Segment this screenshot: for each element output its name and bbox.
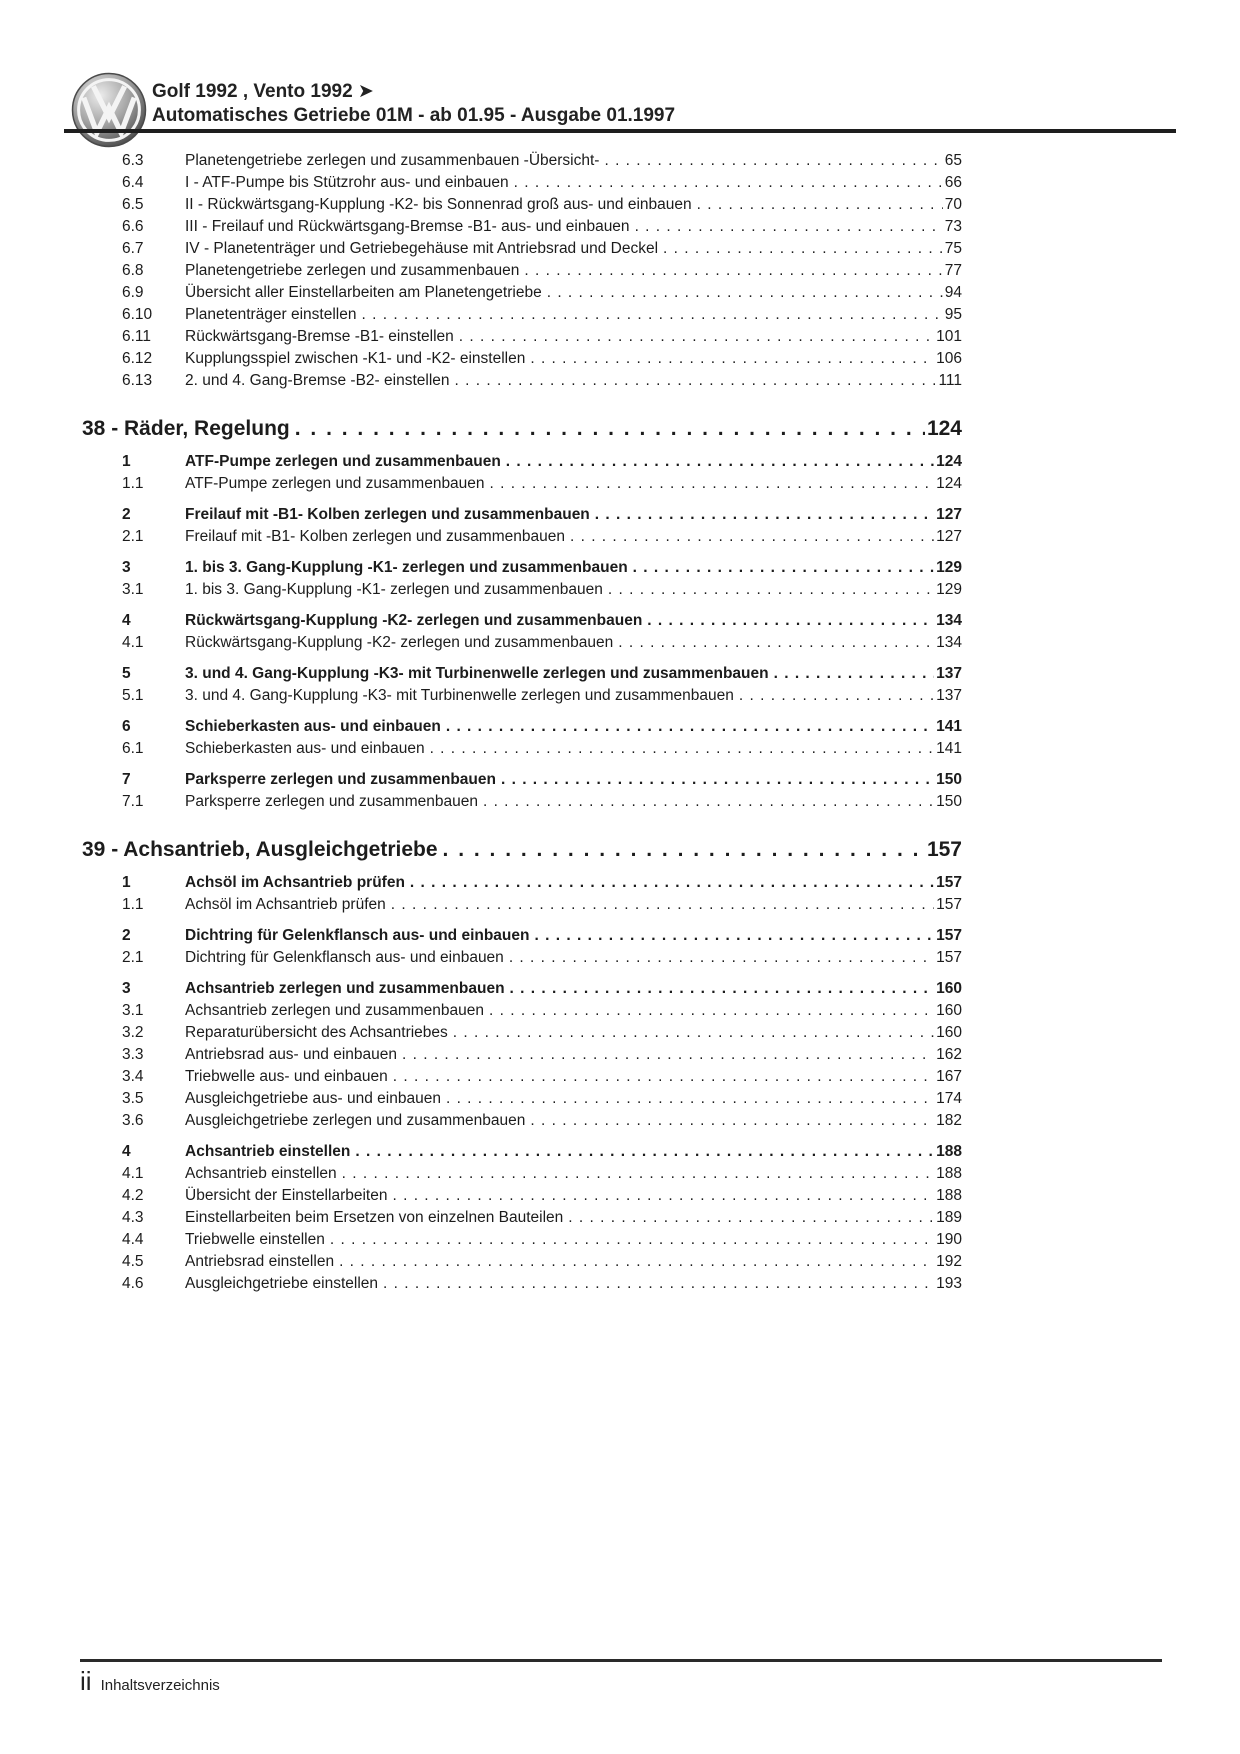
- entry-title: Planetenträger einstellen: [185, 306, 357, 323]
- dot-leader: [489, 1000, 934, 1022]
- entry-page-number: 70: [944, 196, 962, 213]
- dot-leader: [453, 1022, 934, 1044]
- footer: [80, 1666, 220, 1696]
- toc-entry[interactable]: [82, 1022, 962, 1044]
- dot-leader: [355, 1141, 934, 1163]
- entry-title: Reparaturübersicht des Achsantriebes: [185, 1024, 448, 1041]
- entry-page-number: 141: [936, 740, 962, 757]
- dot-leader: [530, 348, 934, 370]
- entry-number: 6.7: [122, 240, 144, 257]
- dot-leader: [446, 716, 934, 738]
- dot-leader: [339, 1251, 934, 1273]
- entry-number: 2.1: [122, 949, 144, 966]
- entry-number: 6.8: [122, 262, 144, 279]
- entry-number: 3: [122, 980, 131, 997]
- entry-page-number: 129: [936, 559, 962, 576]
- entry-number: 3.6: [122, 1112, 144, 1129]
- entry-title: Kupplungsspiel zwischen -K1- und -K2- einstellen: [185, 350, 526, 367]
- toc-entry[interactable]: [82, 1251, 962, 1273]
- toc-entry[interactable]: [82, 738, 962, 760]
- toc-entry[interactable]: [82, 216, 962, 238]
- dot-leader: [514, 172, 943, 194]
- entry-number: 5.1: [122, 687, 144, 704]
- entry-title: 1. bis 3. Gang-Kupplung -K1- zerlegen und zusammenbauen: [185, 581, 603, 598]
- dot-leader: [608, 579, 934, 601]
- dot-leader: [618, 632, 934, 654]
- dot-leader: [530, 1110, 934, 1132]
- dot-leader: [524, 260, 942, 282]
- entry-page-number: 66: [944, 174, 962, 191]
- dot-leader: [697, 194, 943, 216]
- entry-number: 1: [122, 874, 131, 891]
- toc-chapter-heading[interactable]: [82, 415, 962, 442]
- entry-page-number: 137: [936, 687, 962, 704]
- toc-entry[interactable]: [82, 557, 962, 579]
- entry-page-number: 150: [936, 793, 962, 810]
- entry-title: III - Freilauf und Rückwärtsgang-Bremse -B1- aus- und einbauen: [185, 218, 630, 235]
- entry-number: 4.3: [122, 1209, 144, 1226]
- dot-leader: [535, 925, 935, 947]
- dot-leader: [604, 150, 942, 172]
- entry-page-number: 150: [936, 771, 962, 788]
- dot-leader: [330, 1229, 934, 1251]
- entry-number: 3.2: [122, 1024, 144, 1041]
- entry-page-number: 94: [944, 284, 962, 301]
- entry-title: Antriebsrad einstellen: [185, 1253, 335, 1270]
- dot-leader: [295, 415, 925, 442]
- toc-entry[interactable]: [82, 685, 962, 707]
- entry-number: 4: [122, 1143, 131, 1160]
- dot-leader: [595, 504, 934, 526]
- entry-title: 3. und 4. Gang-Kupplung -K3- mit Turbinenwelle zerlegen und zusammenbauen: [185, 665, 769, 682]
- entry-page-number: 137: [936, 665, 962, 682]
- entry-title: ATF-Pumpe zerlegen und zusammenbauen: [185, 475, 485, 492]
- entry-number: 2: [122, 927, 131, 944]
- entry-page-number: 167: [936, 1068, 962, 1085]
- entry-title: Achsantrieb zerlegen und zusammenbauen: [185, 980, 505, 997]
- entry-page-number: 162: [936, 1046, 962, 1063]
- toc-entry[interactable]: [82, 1110, 962, 1132]
- entry-title: Triebwelle aus- und einbauen: [185, 1068, 388, 1085]
- entry-number: 2.1: [122, 528, 144, 545]
- entry-title: Ausgleichgetriebe aus- und einbauen: [185, 1090, 441, 1107]
- footer-page-number: ii: [80, 1666, 92, 1696]
- entry-number: 4.5: [122, 1253, 144, 1270]
- footer-rule: [80, 1659, 1162, 1662]
- entry-title: Planetengetriebe zerlegen und zusammenbauen: [185, 262, 520, 279]
- entry-title: Planetengetriebe zerlegen und zusammenbauen -Übersicht-: [185, 152, 600, 169]
- dot-leader: [391, 894, 934, 916]
- entry-page-number: 75: [944, 240, 962, 257]
- toc-entry[interactable]: [82, 172, 962, 194]
- entry-page-number: 77: [944, 262, 962, 279]
- entry-page-number: 127: [936, 506, 962, 523]
- entry-title: Antriebsrad aus- und einbauen: [185, 1046, 397, 1063]
- dot-leader: [647, 610, 934, 632]
- chapter-title: 38 - Räder, Regelung: [82, 417, 290, 440]
- toc-chapter-heading[interactable]: [82, 836, 962, 863]
- entry-page-number: 188: [936, 1165, 962, 1182]
- dot-leader: [568, 1207, 934, 1229]
- entry-title: I - ATF-Pumpe bis Stützrohr aus- und einbauen: [185, 174, 509, 191]
- entry-title: Dichtring für Gelenkflansch aus- und einbauen: [185, 949, 504, 966]
- toc-entry[interactable]: [82, 348, 962, 370]
- dot-leader: [570, 526, 934, 548]
- entry-number: 4.2: [122, 1187, 144, 1204]
- entry-page-number: 106: [936, 350, 962, 367]
- entry-page-number: 129: [936, 581, 962, 598]
- entry-title: Freilauf mit -B1- Kolben zerlegen und zusammenbauen: [185, 506, 590, 523]
- entry-title: Ausgleichgetriebe einstellen: [185, 1275, 379, 1292]
- toc-entry[interactable]: [82, 1185, 962, 1207]
- toc-entry[interactable]: [82, 1066, 962, 1088]
- entry-page-number: 160: [936, 1002, 962, 1019]
- header-rule: [64, 129, 1176, 133]
- dot-leader: [383, 1273, 934, 1295]
- toc-entry[interactable]: [82, 872, 962, 894]
- entry-title: Schieberkasten aus- und einbauen: [185, 740, 425, 757]
- toc-entry[interactable]: [82, 716, 962, 738]
- entry-number: 3.4: [122, 1068, 144, 1085]
- entry-number: 4: [122, 612, 131, 629]
- entry-title: Einstellarbeiten beim Ersetzen von einzelnen Bauteilen: [185, 1209, 564, 1226]
- dot-leader: [392, 1185, 934, 1207]
- entry-number: 3.5: [122, 1090, 144, 1107]
- dot-leader: [446, 1088, 934, 1110]
- entry-title: Parksperre zerlegen und zusammenbauen: [185, 793, 478, 810]
- dot-leader: [509, 947, 934, 969]
- header-model-line: Golf 1992 , Vento 1992 ➤: [152, 81, 374, 102]
- toc-entry[interactable]: [82, 194, 962, 216]
- entry-page-number: 182: [936, 1112, 962, 1129]
- entry-number: 7: [122, 771, 131, 788]
- footer-label: Inhaltsverzeichnis: [100, 1677, 220, 1694]
- header: [152, 80, 675, 128]
- dot-leader: [410, 872, 934, 894]
- dot-leader: [501, 769, 934, 791]
- toc-entry[interactable]: [82, 451, 962, 473]
- toc-entry[interactable]: [82, 1141, 962, 1163]
- toc-entry[interactable]: [82, 1163, 962, 1185]
- toc-entry[interactable]: [82, 282, 962, 304]
- entry-number: 6: [122, 718, 131, 735]
- entry-number: 6.6: [122, 218, 144, 235]
- entry-number: 3.3: [122, 1046, 144, 1063]
- toc-entry[interactable]: [82, 526, 962, 548]
- toc-entry[interactable]: [82, 1229, 962, 1251]
- entry-number: 3.1: [122, 581, 144, 598]
- entry-title: Rückwärtsgang-Bremse -B1- einstellen: [185, 328, 454, 345]
- toc-entry[interactable]: [82, 791, 962, 813]
- entry-page-number: 157: [936, 949, 962, 966]
- entry-title: 3. und 4. Gang-Kupplung -K3- mit Turbinenwelle zerlegen und zusammenbauen: [185, 687, 734, 704]
- entry-page-number: 190: [936, 1231, 962, 1248]
- entry-number: 6.11: [122, 328, 152, 345]
- entry-number: 4.6: [122, 1275, 144, 1292]
- entry-page-number: 193: [936, 1275, 962, 1292]
- entry-number: 5: [122, 665, 131, 682]
- entry-number: 7.1: [122, 793, 144, 810]
- dot-leader: [402, 1044, 934, 1066]
- dot-leader: [443, 836, 925, 863]
- dot-leader: [342, 1163, 934, 1185]
- entry-title: II - Rückwärtsgang-Kupplung -K2- bis Sonnenrad groß aus- und einbauen: [185, 196, 692, 213]
- entry-title: Ausgleichgetriebe zerlegen und zusammenbauen: [185, 1112, 526, 1129]
- entry-number: 1: [122, 453, 131, 470]
- entry-page-number: 188: [936, 1143, 962, 1160]
- toc-entry[interactable]: [82, 1044, 962, 1066]
- toc-entry[interactable]: [82, 632, 962, 654]
- entry-page-number: 134: [936, 634, 962, 651]
- dot-leader: [510, 978, 935, 1000]
- entry-title: ATF-Pumpe zerlegen und zusammenbauen: [185, 453, 501, 470]
- entry-number: 4.1: [122, 634, 144, 651]
- vw-logo-icon: [70, 72, 148, 148]
- entry-page-number: 160: [936, 1024, 962, 1041]
- entry-page-number: 157: [936, 927, 962, 944]
- entry-number: 6.4: [122, 174, 144, 191]
- entry-title: Achsantrieb zerlegen und zusammenbauen: [185, 1002, 484, 1019]
- entry-title: Parksperre zerlegen und zusammenbauen: [185, 771, 496, 788]
- entry-title: Übersicht der Einstellarbeiten: [185, 1187, 388, 1204]
- entry-page-number: 65: [944, 152, 962, 169]
- entry-title: 2. und 4. Gang-Bremse -B2- einstellen: [185, 372, 450, 389]
- toc-entry[interactable]: [82, 1088, 962, 1110]
- entry-number: 1.1: [122, 896, 144, 913]
- entry-title: Achsöl im Achsantrieb prüfen: [185, 896, 386, 913]
- toc-entry[interactable]: [82, 610, 962, 632]
- entry-page-number: 101: [936, 328, 962, 345]
- toc-entry[interactable]: [82, 304, 962, 326]
- entry-page-number: 73: [944, 218, 962, 235]
- dot-leader: [547, 282, 943, 304]
- entry-number: 4.4: [122, 1231, 144, 1248]
- entry-page-number: 124: [936, 453, 962, 470]
- entry-page-number: 124: [936, 475, 962, 492]
- entry-page-number: 157: [936, 874, 962, 891]
- entry-number: 6.13: [122, 372, 153, 389]
- entry-title: Rückwärtsgang-Kupplung -K2- zerlegen und zusammenbauen: [185, 612, 643, 629]
- toc-entry[interactable]: [82, 1207, 962, 1229]
- toc-entry[interactable]: [82, 769, 962, 791]
- entry-title: IV - Planetenträger und Getriebegehäuse mit Antriebsrad und Deckel: [185, 240, 659, 257]
- entry-page-number: 174: [936, 1090, 962, 1107]
- entry-page-number: 160: [936, 980, 962, 997]
- dot-leader: [490, 473, 935, 495]
- dot-leader: [774, 663, 935, 685]
- toc-entry[interactable]: [82, 326, 962, 348]
- entry-title: Rückwärtsgang-Kupplung -K2- zerlegen und zusammenbauen: [185, 634, 614, 651]
- dot-leader: [393, 1066, 934, 1088]
- entry-number: 6.3: [122, 152, 144, 169]
- entry-number: 6.10: [122, 306, 153, 323]
- toc-entry[interactable]: [82, 663, 962, 685]
- entry-title: Freilauf mit -B1- Kolben zerlegen und zusammenbauen: [185, 528, 565, 545]
- entry-title: Triebwelle einstellen: [185, 1231, 325, 1248]
- toc-entry[interactable]: [82, 978, 962, 1000]
- entry-title: Achsöl im Achsantrieb prüfen: [185, 874, 405, 891]
- toc: [82, 150, 962, 1295]
- entry-number: 6.12: [122, 350, 153, 367]
- toc-entry[interactable]: [82, 473, 962, 495]
- toc-entry[interactable]: [82, 947, 962, 969]
- entry-title: Achsantrieb einstellen: [185, 1143, 351, 1160]
- entry-page-number: 192: [936, 1253, 962, 1270]
- entry-title: Schieberkasten aus- und einbauen: [185, 718, 441, 735]
- entry-number: 3: [122, 559, 131, 576]
- chapter-page-number: 124: [926, 417, 962, 440]
- dot-leader: [739, 685, 934, 707]
- dot-leader: [633, 557, 934, 579]
- entry-number: 6.1: [122, 740, 144, 757]
- header-subject-line: Automatisches Getriebe 01M - ab 01.95 - Ausgabe 01.1997: [152, 105, 676, 126]
- entry-number: 2: [122, 506, 131, 523]
- chapter-title: 39 - Achsantrieb, Ausgleichgetriebe: [82, 838, 438, 861]
- entry-title: 1. bis 3. Gang-Kupplung -K1- zerlegen und zusammenbauen: [185, 559, 628, 576]
- entry-number: 6.5: [122, 196, 144, 213]
- toc-entry[interactable]: [82, 150, 962, 172]
- entry-page-number: 141: [936, 718, 962, 735]
- entry-page-number: 95: [944, 306, 962, 323]
- toc-entry[interactable]: [82, 238, 962, 260]
- entry-page-number: 157: [936, 896, 962, 913]
- entry-title: Dichtring für Gelenkflansch aus- und einbauen: [185, 927, 530, 944]
- entry-page-number: 188: [936, 1187, 962, 1204]
- dot-leader: [361, 304, 942, 326]
- entry-number: 1.1: [122, 475, 144, 492]
- toc-entry[interactable]: [82, 1000, 962, 1022]
- toc-entry[interactable]: [82, 260, 962, 282]
- entry-title: Übersicht aller Einstellarbeiten am Planetengetriebe: [185, 284, 542, 301]
- dot-leader: [483, 791, 934, 813]
- entry-number: 3.1: [122, 1002, 144, 1019]
- toc-entry[interactable]: [82, 370, 962, 392]
- entry-number: 4.1: [122, 1165, 144, 1182]
- chapter-page-number: 157: [926, 838, 962, 861]
- toc-entry[interactable]: [82, 579, 962, 601]
- entry-title: Achsantrieb einstellen: [185, 1165, 337, 1182]
- entry-page-number: 189: [936, 1209, 962, 1226]
- entry-page-number: 127: [936, 528, 962, 545]
- toc-entry[interactable]: [82, 925, 962, 947]
- toc-entry[interactable]: [82, 1273, 962, 1295]
- dot-leader: [459, 326, 934, 348]
- toc-entry[interactable]: [82, 504, 962, 526]
- entry-page-number: 134: [936, 612, 962, 629]
- dot-leader: [506, 451, 934, 473]
- dot-leader: [455, 370, 937, 392]
- dot-leader: [663, 238, 943, 260]
- toc-entry[interactable]: [82, 894, 962, 916]
- dot-leader: [430, 738, 935, 760]
- dot-leader: [635, 216, 943, 238]
- entry-number: 6.9: [122, 284, 144, 301]
- entry-page-number: 111: [938, 372, 962, 389]
